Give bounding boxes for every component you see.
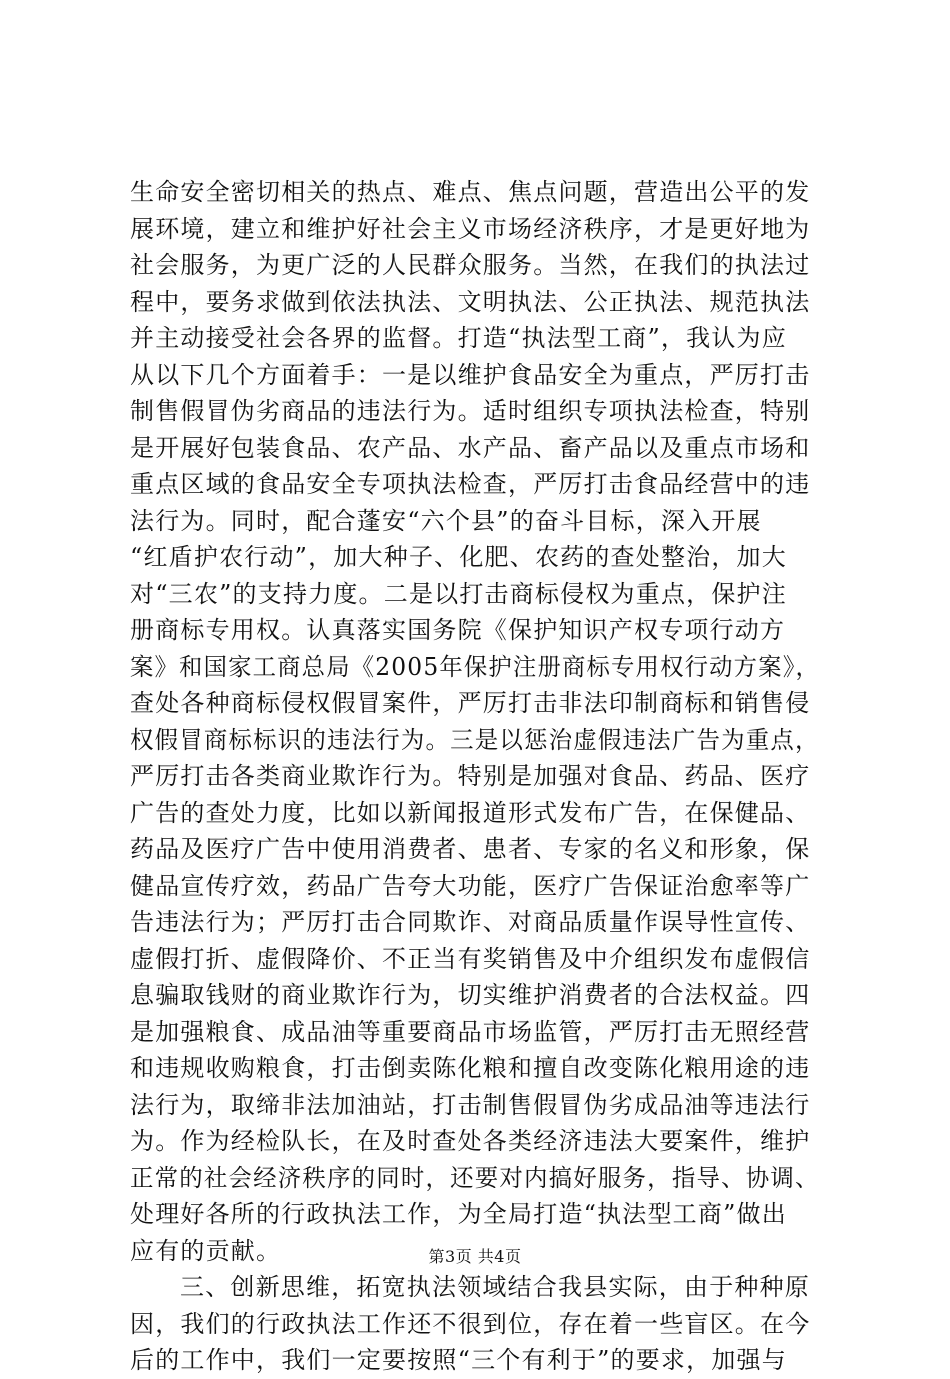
text-line: 重点区域的食品安全专项执法检查，严厉打击食品经营中的违 (130, 470, 811, 498)
text-line: 是加强粮食、成品油等重要商品市场监管，严厉打击无照经营 (130, 1017, 811, 1046)
text-line: 法行为。同时，配合蓬安“六个县”的奋斗目标，深入开展 (130, 506, 762, 535)
text-line: 权假冒商标标识的违法行为。三是以惩治虚假违法广告为重点， (130, 725, 820, 754)
text-line: 社会服务，为更广泛的人民群众服务。当然，在我们的执法过 (130, 251, 811, 279)
page-number: 第3页 共4页 (428, 1247, 522, 1266)
text-line: 广告的查处力度，比如以新闻报道形式发布广告，在保健品、 (130, 798, 811, 827)
text-line: 是开展好包装食品、农产品、水产品、畜产品以及重点市场和 (130, 433, 811, 462)
text-line: 后的工作中，我们一定要按照“三个有利于”的要求，加强与 (130, 1346, 787, 1374)
text-line: 应有的贡献。 (130, 1236, 282, 1265)
text-line: 严厉打击各类商业欺诈行为。特别是加强对食品、药品、医疗 (130, 762, 811, 790)
text-line: 册商标专用权。认真落实国务院《保护知识产权专项行动方 (130, 616, 786, 644)
text-line: 查处各种商标侵权假冒案件，严厉打击非法印制商标和销售侵 (130, 689, 811, 717)
text-line: 生命安全密切相关的热点、难点、焦点问题，营造出公平的发 (130, 178, 811, 206)
text-line: 和违规收购粮食，打击倒卖陈化粮和擅自改变陈化粮用途的违 (130, 1054, 811, 1082)
text-line: 健品宣传疗效，药品广告夸大功能，医疗广告保证治愈率等广 (130, 871, 811, 900)
text-line: 对“三农”的支持力度。二是以打击商标侵权为重点，保护注 (130, 579, 787, 608)
text-line: 正常的社会经济秩序的同时，还要对内搞好服务，指导、协调、 (130, 1163, 820, 1192)
page-footer (0, 1247, 950, 1267)
text-line: 法行为，取缔非法加油站，打击制售假冒伪劣成品油等违法行 (130, 1090, 811, 1119)
paragraph-start-line: 三、创新思维，拓宽执法领域结合我县实际，由于种种原 (180, 1273, 810, 1301)
text-line: 药品及医疗广告中使用消费者、患者、专家的名义和形象，保 (130, 835, 811, 863)
body-text (130, 174, 820, 1379)
text-line: 告违法行为；严厉打击合同欺诈、对商品质量作误导性宣传、 (130, 908, 811, 936)
text-line: 虚假打折、虚假降价、不正当有奖销售及中介组织发布虚假信 (130, 944, 811, 973)
text-line: 案》和国家工商总局《2005年保护注册商标专用权行动方案》， (130, 652, 821, 681)
text-line: 制售假冒伪劣商品的违法行为。适时组织专项执法检查，特别 (130, 397, 811, 425)
text-line: “红盾护农行动”，加大种子、化肥、农药的查处整治，加大 (130, 543, 787, 571)
text-line: 处理好各所的行政执法工作，为全局打造“执法型工商”做出 (130, 1200, 787, 1228)
text-line: 息骗取钱财的商业欺诈行为，切实维护消费者的合法权益。四 (130, 981, 811, 1009)
text-line: 为。作为经检队长，在及时查处各类经济违法大要案件，维护 (130, 1127, 811, 1155)
text-line: 因，我们的行政执法工作还不很到位，存在着一些盲区。在今 (130, 1309, 811, 1338)
text-line: 程中，要务求做到依法执法、文明执法、公正执法、规范执法 (130, 287, 811, 316)
text-line: 并主动接受社会各界的监督。打造“执法型工商”，我认为应 (130, 324, 787, 352)
text-line: 展环境，建立和维护好社会主义市场经济秩序，才是更好地为 (130, 214, 811, 243)
text-line: 从以下几个方面着手：一是以维护食品安全为重点，严厉打击 (130, 360, 811, 389)
